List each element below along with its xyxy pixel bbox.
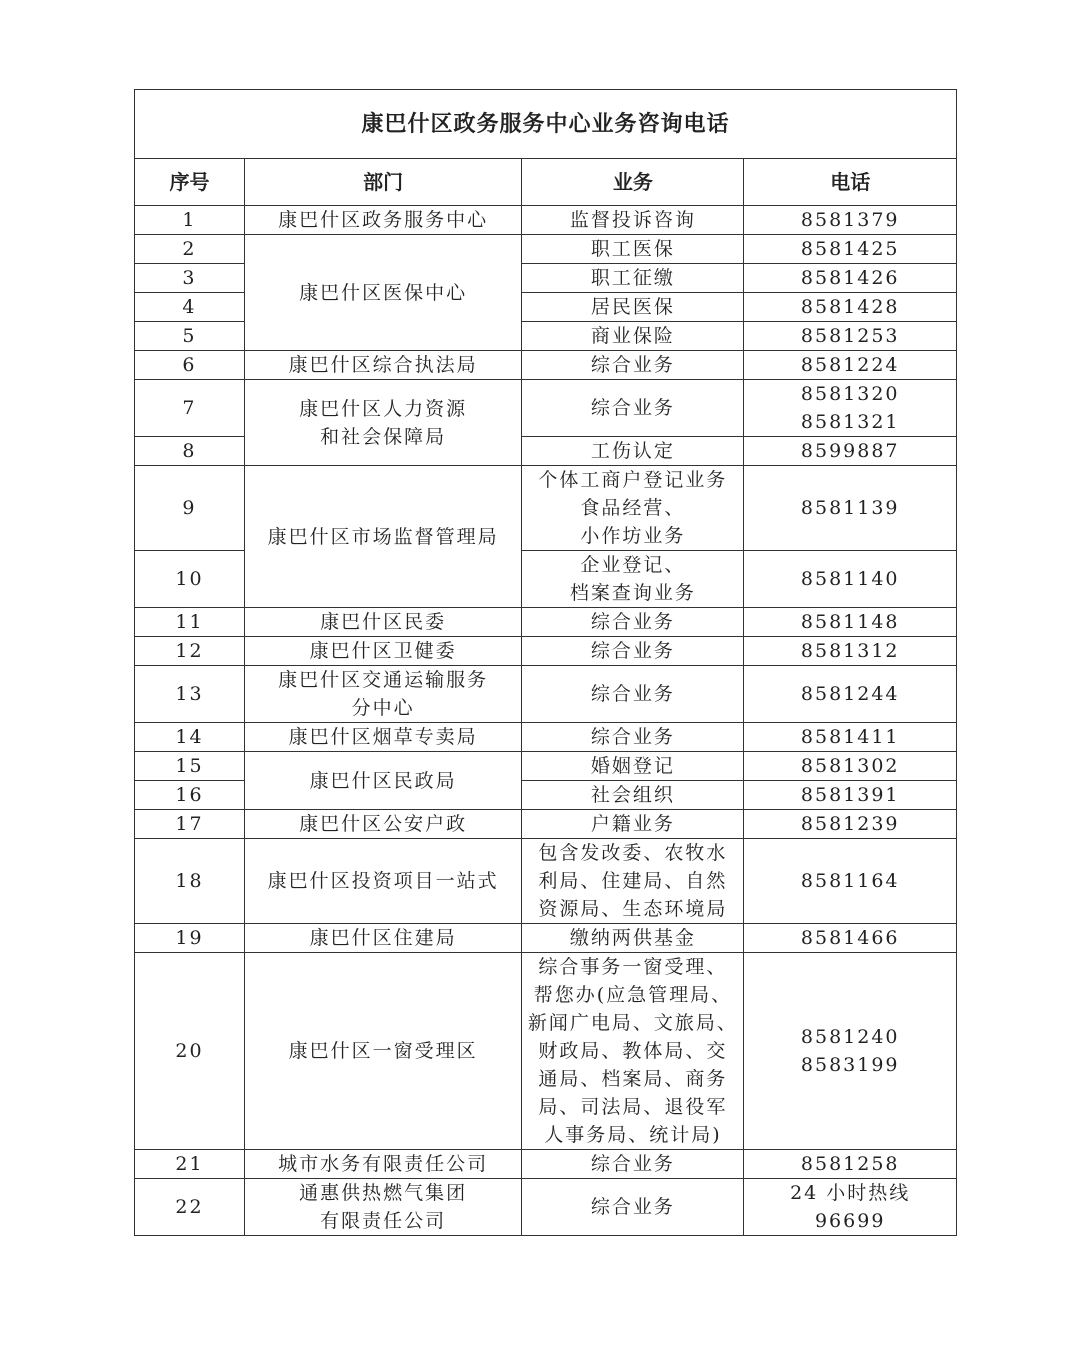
department-cell: 康巴什区民政局	[244, 752, 521, 810]
department-cell: 康巴什区交通运输服务 分中心	[244, 666, 521, 723]
table-row	[135, 1179, 957, 1236]
table-row	[135, 206, 957, 235]
phone-cell: 8581253	[744, 322, 957, 351]
phone-cell: 8581428	[744, 293, 957, 322]
table-row	[135, 666, 957, 723]
phone-cell: 8581164	[744, 839, 957, 924]
phone-cell: 8581320 8581321	[744, 380, 957, 437]
department-cell: 康巴什区住建局	[244, 924, 521, 953]
table-row	[135, 723, 957, 752]
row-number: 17	[135, 810, 245, 839]
table-row	[135, 608, 957, 637]
business-cell: 综合业务	[522, 380, 744, 437]
department-cell: 康巴什区卫健委	[244, 637, 521, 666]
phone-cell: 8581239	[744, 810, 957, 839]
business-cell: 综合业务	[522, 666, 744, 723]
header-no: 序号	[135, 159, 245, 206]
table-row	[135, 839, 957, 924]
table-row	[135, 953, 957, 1150]
phone-cell: 8581240 8583199	[744, 953, 957, 1150]
phone-cell: 8581139	[744, 466, 957, 551]
business-cell: 综合事务一窗受理、 帮您办(应急管理局、 新闻广电局、文旅局、 财政局、教体局、交 通局、档案局、商务 局、司法局、退役军 人事务局、统计局)	[522, 953, 744, 1150]
phone-cell: 8581379	[744, 206, 957, 235]
row-number: 15	[135, 752, 245, 781]
phone-cell: 8599887	[744, 437, 957, 466]
phone-cell: 8581140	[744, 551, 957, 608]
department-cell: 康巴什区综合执法局	[244, 351, 521, 380]
row-number: 5	[135, 322, 245, 351]
header-tel: 电话	[744, 159, 957, 206]
row-number: 2	[135, 235, 245, 264]
row-number: 9	[135, 466, 245, 551]
business-cell: 婚姻登记	[522, 752, 744, 781]
phone-directory-table	[134, 89, 957, 1236]
phone-cell: 8581425	[744, 235, 957, 264]
row-number: 12	[135, 637, 245, 666]
phone-cell: 8581466	[744, 924, 957, 953]
business-cell: 户籍业务	[522, 810, 744, 839]
row-number: 4	[135, 293, 245, 322]
business-cell: 综合业务	[522, 723, 744, 752]
phone-cell: 8581244	[744, 666, 957, 723]
phone-cell: 8581258	[744, 1150, 957, 1179]
table-row	[135, 1150, 957, 1179]
phone-cell: 8581224	[744, 351, 957, 380]
business-cell: 社会组织	[522, 781, 744, 810]
header-dept: 部门	[244, 159, 521, 206]
business-cell: 工伤认定	[522, 437, 744, 466]
department-cell: 康巴什区一窗受理区	[244, 953, 521, 1150]
department-cell: 通惠供热燃气集团 有限责任公司	[244, 1179, 521, 1236]
business-cell: 综合业务	[522, 1179, 744, 1236]
row-number: 14	[135, 723, 245, 752]
business-cell: 综合业务	[522, 1150, 744, 1179]
business-cell: 缴纳两供基金	[522, 924, 744, 953]
row-number: 8	[135, 437, 245, 466]
row-number: 10	[135, 551, 245, 608]
row-number: 22	[135, 1179, 245, 1236]
phone-cell: 8581391	[744, 781, 957, 810]
table-row	[135, 466, 957, 551]
row-number: 16	[135, 781, 245, 810]
department-cell: 康巴什区人力资源 和社会保障局	[244, 380, 521, 466]
business-cell: 职工征缴	[522, 264, 744, 293]
row-number: 21	[135, 1150, 245, 1179]
business-cell: 综合业务	[522, 637, 744, 666]
business-cell: 综合业务	[522, 351, 744, 380]
business-cell: 个体工商户登记业务 食品经营、 小作坊业务	[522, 466, 744, 551]
department-cell: 康巴什区政务服务中心	[244, 206, 521, 235]
business-cell: 监督投诉咨询	[522, 206, 744, 235]
row-number: 3	[135, 264, 245, 293]
table-row	[135, 752, 957, 781]
department-cell: 康巴什区烟草专卖局	[244, 723, 521, 752]
table-row	[135, 235, 957, 264]
row-number: 6	[135, 351, 245, 380]
phone-directory-sheet	[134, 89, 957, 1236]
phone-cell: 8581312	[744, 637, 957, 666]
table-row	[135, 351, 957, 380]
header-row	[135, 159, 957, 206]
row-number: 7	[135, 380, 245, 437]
business-cell: 包含发改委、农牧水 利局、住建局、自然 资源局、生态环境局	[522, 839, 744, 924]
row-number: 18	[135, 839, 245, 924]
business-cell: 企业登记、 档案查询业务	[522, 551, 744, 608]
phone-cell: 24 小时热线 96699	[744, 1179, 957, 1236]
department-cell: 康巴什区市场监督管理局	[244, 466, 521, 608]
department-cell: 康巴什区公安户政	[244, 810, 521, 839]
department-cell: 康巴什区投资项目一站式	[244, 839, 521, 924]
department-cell: 康巴什区民委	[244, 608, 521, 637]
phone-cell: 8581148	[744, 608, 957, 637]
row-number: 11	[135, 608, 245, 637]
header-biz: 业务	[522, 159, 744, 206]
phone-cell: 8581426	[744, 264, 957, 293]
phone-cell: 8581411	[744, 723, 957, 752]
business-cell: 居民医保	[522, 293, 744, 322]
row-number: 13	[135, 666, 245, 723]
row-number: 19	[135, 924, 245, 953]
table-row	[135, 637, 957, 666]
table-title: 康巴什区政务服务中心业务咨询电话	[135, 90, 957, 159]
row-number: 1	[135, 206, 245, 235]
row-number: 20	[135, 953, 245, 1150]
business-cell: 职工医保	[522, 235, 744, 264]
table-row	[135, 380, 957, 437]
business-cell: 商业保险	[522, 322, 744, 351]
phone-cell: 8581302	[744, 752, 957, 781]
table-row	[135, 924, 957, 953]
department-cell: 城市水务有限责任公司	[244, 1150, 521, 1179]
table-row	[135, 810, 957, 839]
business-cell: 综合业务	[522, 608, 744, 637]
department-cell: 康巴什区医保中心	[244, 235, 521, 351]
